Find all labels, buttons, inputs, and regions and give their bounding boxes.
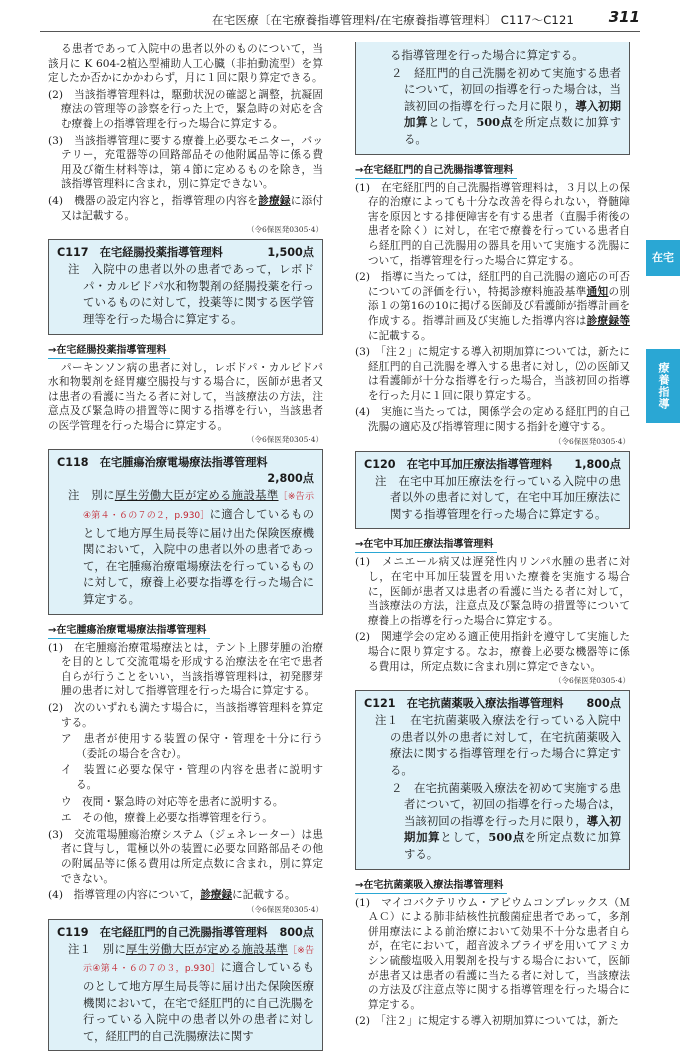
paragraph: (2) 指導に当たっては，経肛門的自己洗腸の適応の可否についての評価を行い，特掲診療料施設基準通知の別添１の第16の10に掲げる医師及び看護師が指導計画を作成する。指導計画及び実施した指導内容は診療録等に記載する。: [355, 271, 631, 342]
fee-note: ２ 経肛門的自己洗腸を初めて実施する患者について，初回の指導を行った場合は，当該初回の指導を行った月に限り，導入初期加算として，500点を所定点数に加算する。: [391, 65, 621, 146]
section-heading: →在宅経腸投薬指導管理料: [48, 343, 170, 359]
paragraph: (3) 「注２」に規定する導入初期加算については，新たに経肛門的自己洗腸を導入する患者に対し，⑵の医師又は看護師が十分な指導を行った場合，当該初回の指導を行った月に１回に限り算定する。: [355, 346, 630, 402]
left-column: [48, 42, 323, 1057]
fee-note: 注 別に厚生労働大臣が定める施設基準［※告示④第４・６の７の２，p.930］に適合しているものとして地方厚生局長等に届け出た保険医療機関において，入院中の患者以外の患者であって，在宅腫瘍治療電場療法を行っているものに対して，療養上必要な指導を行った場合に算定する。: [68, 488, 314, 607]
header-title: 在宅医療〔在宅療養指導管理料/在宅療養指導管理料〕 C117〜C121: [212, 13, 574, 27]
fee-code-title: C120 在宅中耳加圧療法指導管理料: [364, 457, 553, 471]
paragraph: (4) 実施に当たっては，関係学会の定める経肛門的自己洗腸の適応及び指導管理に関する指針を遵守する。: [355, 406, 630, 434]
paragraph: (4) 指導管理の内容について，診療録に記載する。: [48, 889, 296, 902]
paragraph: る患者であって入院中の患者以外のものについて，当該月に K 604-2植込型補助人工心臓（非拍動流型）を算定したか否かにかかわらず，月に１回に限り算定できる。: [48, 43, 323, 85]
paragraph: (1) 在宅経肛門的自己洗腸指導管理料は，３月以上の保存的治療によっても十分な改善を得られない，脊髄障害を原因とする排便障害を有する患者（直腸手術後の患者を除く）に対し，在宅で療養を行っている患者自ら経肛門的自己洗腸用の器具を用いて実施する洗腸について，指導管理を行った場合に算定する。: [355, 181, 630, 267]
paragraph: パーキンソン病の患者に対し，レボドパ・カルビドパ水和物製剤を経胃瘻空腸投与する場合に，医師が患者又は患者の看護に当たる者に対して，当該療法の方法，注意点及び緊急時の措置等に関する指導を行い，当該患者の医学管理を行った場合に算定する。: [48, 361, 323, 432]
tab-ryoyo-shido[interactable]: 療養指導: [646, 349, 680, 423]
list-item: エ その他，療養上必要な指導管理を行う。: [61, 812, 273, 825]
reference-note: （令6保医発0305·4）: [246, 225, 323, 235]
fee-box-c119: [48, 919, 323, 1052]
keyword: 導入初期加算: [404, 813, 621, 845]
reference-note: （令6保医発0305·4）: [246, 904, 323, 914]
reference-note: （令6保医発0305·4）: [553, 436, 630, 446]
running-header: [40, 10, 640, 32]
paragraph: (2) 関連学会の定める適正使用指針を遵守して実施した場合に限り算定する。なお，療養上必要な機器等に係る費用は，所定点数に含まれ別に算定できない。: [355, 631, 630, 673]
section-heading: →在宅抗菌薬吸入療法指導管理料: [355, 878, 507, 894]
reference-note: （令6保医発0305·4）: [553, 676, 630, 686]
fee-code-title: C119 在宅経肛門的自己洗腸指導管理料: [57, 925, 268, 939]
fee-note: 注 入院中の患者以外の患者であって，レボドパ・カルビドパ水和物製剤の経腸投薬を行っているものに対して，投薬等に関する医学管理等を行った場合に算定する。: [68, 262, 314, 326]
tab-zaitaku[interactable]: 在宅: [646, 240, 680, 276]
fee-box-c119-continued: [355, 42, 630, 155]
fee-points: 800点: [279, 925, 314, 939]
fee-note: 注１ 別に厚生労働大臣が定める施設基準［※告示④第４・６の７の３，p.930］に適合しているものとして地方厚生局長等に届け出た保険医療機関において，在宅で経肛門的に自己洗腸を行っている入院中の患者以外の患者に対して，経肛門的自己洗腸療法に関す: [68, 941, 314, 1043]
fee-note: 注１ 在宅抗菌薬吸入療法を行っている入院中の患者以外の患者に対して，在宅抗菌薬吸入療法に関する指導管理を行った場合に算定する。: [375, 713, 621, 777]
reference-note: （令6保医発0305·4）: [246, 435, 323, 445]
fee-box-c118: [48, 449, 323, 614]
link-facility-standard[interactable]: 厚生労働大臣が定める施設基準: [114, 488, 279, 503]
fee-points: 1,500点: [267, 246, 314, 260]
keyword: 診療録等: [586, 314, 631, 327]
paragraph: (1) 在宅腫瘍治療電場療法とは，テント上膠芽腫の治療を目的として交流電場を形成する治療法を在宅で患者自らが行うことをいい，当該指導管理料は，初発膠芽腫の患者に対して指導管理を行った場合に算定する。: [48, 641, 323, 698]
paragraph: (3) 当該指導管理に要する療養上必要なモニター，バッテリー，充電器等の回路部品その他附属品等に係る費用及び衛生材料等は，第４節に定めるものを除き，当該指導管理料に含まれ，別に算定できない。: [48, 134, 323, 191]
fee-points: 1,800点: [574, 457, 621, 471]
fee-box-c120: [355, 451, 630, 530]
link-facility-standard[interactable]: 厚生労働大臣が定める施設基準: [125, 941, 289, 956]
list-item: ウ 夜間・緊急時の対応等を患者に説明する。: [61, 795, 284, 808]
keyword: 診療録: [258, 194, 291, 207]
page-number: 311: [608, 8, 640, 26]
paragraph: (2) 当該指導管理料は，駆動状況の確認と調整，抗凝固療法の管理等の診察を行った上で，緊急時の対応を含む療養上の指導管理を行った場合に算定する。: [48, 88, 323, 130]
fee-points: 2,800点: [267, 472, 314, 486]
section-heading: →在宅経肛門的自己洗腸指導管理料: [355, 163, 517, 179]
keyword: 500点: [488, 830, 525, 845]
right-column: [355, 42, 630, 1031]
paragraph: (2) 「注２」に規定する導入初期加算については，新た: [355, 1015, 619, 1028]
fee-box-c117: [48, 239, 323, 334]
fee-note: る指導管理を行った場合に算定する。: [390, 48, 584, 62]
cross-reference[interactable]: ［※告示④第４・６の７の３，p.930］: [83, 945, 314, 975]
cross-reference[interactable]: ［※告示④第４・６の７の２，p.930］: [83, 492, 314, 522]
section-heading: →在宅腫瘍治療電場療法指導管理料: [48, 623, 210, 639]
keyword: 診療録: [200, 889, 233, 902]
paragraph: (1) メニエール病又は遅発性内リンパ水腫の患者に対し，在宅中耳加圧装置を用いた療養を実施する場合に，医師が患者又は患者の看護に当たる者に対して，当該療法の方法，注意点及び緊急時の措置等について療養上の指導を行った場合に算定する。: [355, 556, 630, 627]
fee-box-c121: [355, 690, 630, 869]
fee-note: ２ 在宅抗菌薬吸入療法を初めて実施する患者について，初回の指導を行った場合は，当該初回の指導を行った月に限り，導入初期加算として，500点を所定点数に加算する。: [391, 780, 621, 861]
paragraph: (1) マイコバクテリウム・アビウムコンプレックス（ＭＡＣ）による肺非結核性抗酸菌症患者であって，多剤併用療法による前治療において効果不十分な患者自らが，在宅において，超音波ネブライザを用いてアミカシン硫酸塩吸入用製剤を投与する場合において，医師が患者又は患者の看護に当たる者に対して，当該療法の方法及び注意点等に関する指導管理を行った場合に算定する。: [355, 896, 630, 1011]
fee-points: 800点: [586, 697, 621, 711]
keyword: 500点: [476, 115, 513, 130]
paragraph: (2) 次のいずれも満たす場合に，当該指導管理料を算定する。: [48, 702, 323, 729]
list-item: イ 装置に必要な保守・管理の内容を患者に説明する。: [61, 764, 323, 791]
section-heading: →在宅中耳加圧療法指導管理料: [355, 537, 497, 553]
fee-code-title: C121 在宅抗菌薬吸入療法指導管理料: [364, 697, 564, 711]
paragraph: (4) 機器の設定内容と，指導管理の内容を診療録に添付又は記載する。: [48, 194, 323, 222]
fee-note: 注 在宅中耳加圧療法を行っている入院中の患者以外の患者に対して，在宅中耳加圧療法に関する指導管理を行った場合に算定する。: [375, 473, 621, 521]
keyword: 導入初期加算: [404, 98, 621, 130]
keyword: 通知: [586, 285, 609, 298]
fee-code-title: C117 在宅経腸投薬指導管理料: [57, 246, 223, 260]
paragraph: (3) 交流電場腫瘍治療システム（ジェネレーター）は患者に貸与し，電極以外の装置に必要な回路部品その他の附属品等に係る費用は所定点数に含まれ，別に算定できない。: [48, 828, 323, 885]
list-item: ア 患者が使用する装置の保守・管理を十分に行う（委託の場合を含む）。: [61, 733, 323, 760]
fee-code-title: C118 在宅腫瘍治療電場療法指導管理料: [57, 456, 268, 470]
